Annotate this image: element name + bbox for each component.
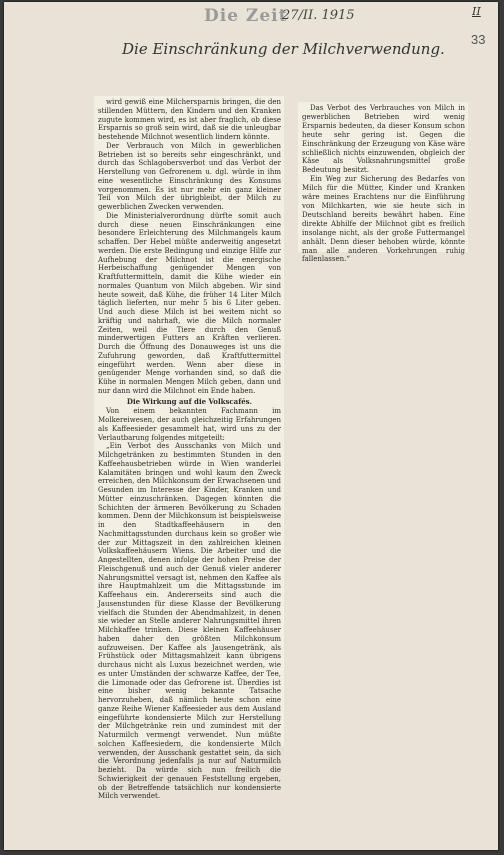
- article-paragraph: „Ein Verbot des Ausschanks von Milch und Milchgetränken zu bestimmten Stunden in den Kaffeehausbetrieben würde in Wien wanderlei Kalamitäten bringen und wohl kaum den Zweck erreichen, den Milchkonsum der Erwachsenen und Gesunden im Interesse der Kinder, Kranken und Mütter einzuschränken. Dagegen könnten die Schichten der ärmeren Bevölkerung zu Schaden kommen. Denn der Milchkonsum ist beispielsweise in den Stadtkaffeehäusern in den Nachmittagsstunden durchaus kein so großer wie der zur Mittagszeit in den zahlreichen kleinen Volkskaffeehäusern Wiens. Die Arbeiter und die Angestellten, denen infolge der hohen Preise der Fleischgenuß und auch der Genuß vieler anderer Nahrungsmittel versagt ist, nehmen den Kaffee als ihre Hauptmahlzeit um die Mittagsstunde im Kaffeehaus ein. Andererseits sind auch die Jausenstunden für diese Klasse der Bevölkerung vielfach die Stunden der Abendmahlzeit, in denen sie wieder an Stelle anderer Nahrungsmittel ihren Milchkaffee trinken. Diese kleinen Kaffeehäuser haben daher den größten Milchkonsum aufzuweisen. Der Kaffee als Jausengetränk, als Frühstück oder Mittagsmahlzeit kann übrigens durchaus nicht als Luxus bezeichnet werden, wie es unter Umständen der schwarze Kaffee, der Tee, die Limonade oder das Gefrorene ist. Überdies ist eine bisher wenig bekannte Tatsache hervorzuheben, daß nämlich heute schon eine ganze Reihe Wiener Kaffeesieder aus dem Ausland eingeführte kondensierte Milch zur Herstellung der Milchgetränke rein und zumindest mit der Naturmilch vermengt verwendet. Nun müßte solchen Kaffeesiedern, die kondensierte Milch verwenden, der Ausschank gestattet sein, da sich die Verordnung jedenfalls ja nur auf Naturmilch bezieht. Da würde sich nun freilich die Schwierigkeit der genauen Feststellung ergeben, ob der Betreffende tatsächlich nur kondensierte Milch verwendet.: [98, 442, 281, 801]
- article-paragraph: Der Verbrauch von Milch in gewerblichen Betrieben ist so bereits sehr eingeschränkt, und durch das Schlagobersverbot und das Verbot der Herstellung von Gefrorenem u. dgl. würde in ihm eine wesentliche Einschränkung des Konsums vorgenommen. Es ist nur mehr ein ganz kleiner Teil von Milch der übrigbleibt, der Milch zu gewerblichen Zwecken verwenden.: [98, 141, 281, 211]
- newspaper-masthead: Die Zeit: [204, 6, 288, 26]
- main-article-text: [98, 98, 281, 801]
- handwritten-date: 27/II. 1915: [282, 8, 355, 23]
- article-paragraph: Ein Weg zur Sicherung des Bedarfes von Milch für die Mütter, Kinder und Kranken wäre meines Erachtens nur die Einführung von Milchkarten, wie sie heute sich in Deutschland bereits bewährt haben. Eine direkte Abhilfe der Milchnot gibt es freilich insolange nicht, als der große Futtermangel anhält. Denn dieser behoben würde, könnte man alle anderen Vorkehrungen ruhig fallenlassen.“: [302, 175, 465, 264]
- article-paragraph: Das Verbot des Verbrauches von Milch in gewerblichen Betrieben wird wenig Ersparnis bedeuten, da dieser Konsum schon heute sehr gering ist. Gegen die Einschränkung der Erzeugung von Käse wäre schließlich nichts einzuwenden, obgleich der Käse als Volksnahrungsmittel große Bedeutung besitzt.: [302, 104, 465, 175]
- article-paragraph: Von einem bekannten Fachmann im Molkereiwesen, der auch gleichzeitig Erfahrungen als Kaffeesieder gesammelt hat, wird uns zu der Verlautbarung folgendes mitgeteilt:: [98, 407, 281, 442]
- main-newspaper-clipping: [94, 96, 284, 801]
- side-newspaper-clipping: [298, 102, 468, 264]
- handwritten-title: Die Einschränkung der Milchverwendung.: [122, 40, 445, 58]
- side-article-text: [302, 104, 465, 264]
- article-paragraph: wird gewiß eine Milchersparnis bringen, die den stillenden Müttern, den Kindern und den Kranken zugute kommen wird, es ist aber fraglich, ob diese Ersparnis so groß sein wird, daß sie die unleugbar bestehende Milchnot wesentlich lindern könnte.: [98, 98, 281, 141]
- scrapbook-page: [4, 2, 498, 850]
- article-paragraph: Die Ministerialverordnung dürfte somit auch durch diese neuen Einschränkungen eine besondere Erleichterung des Milchmangels kaum schaffen. Der Hebel müßte anderweitig angesetzt werden. Die erste Bedingung und einzige Hilfe zur Aufhebung der Milchnot ist die energische Herbeischaffung genügender Mengen von Kraftfuttermitteln, damit die Kühe wieder ein normales Quantum von Milch abgeben. Wir sind heute soweit, daß Kühe, die früher 14 Liter Milch täglich lieferten, nur mehr 5 bis 6 Liter geben. Und auch diese Milch ist bei weitem nicht so kräftig und nahrhaft, wie die Milch normaler Zeiten, weil die Tiere durch den Genuß minderwertigen Futters an Kräften verlieren. Durch die Öffnung des Donauweges ist uns die Zufuhrung geworden, daß Kraftfuttermittel eingeführt werden. Wenn aber diese in genügender Menge vorhanden sind, so daß die Kühe in normalen Mengen Milch geben, dann und nur dann wird die Milchnot ein Ende haben.: [98, 211, 281, 395]
- section-heading: Die Wirkung auf die Volkscafés.: [126, 396, 253, 406]
- volume-numeral: II: [472, 5, 481, 18]
- page-number: 33: [471, 32, 486, 47]
